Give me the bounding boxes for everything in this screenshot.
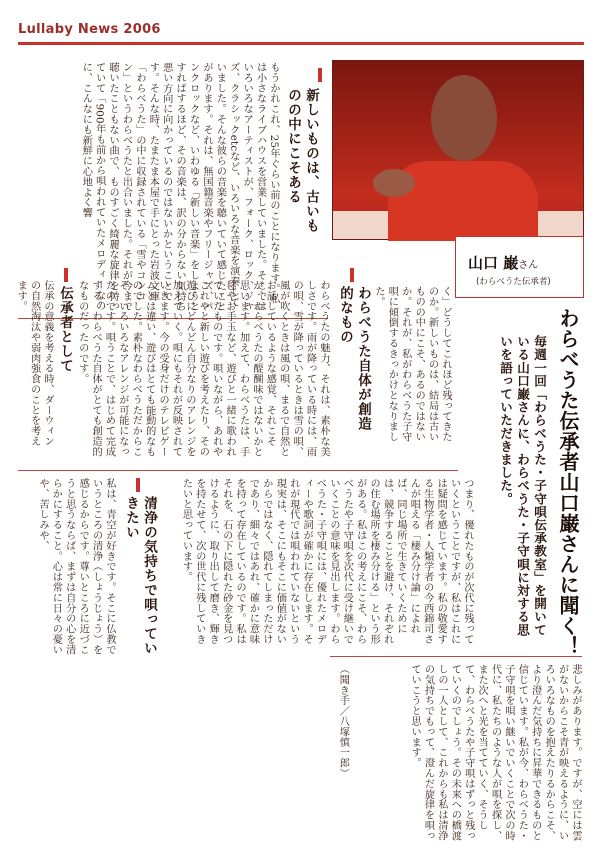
section1-continuation: く」どうしてこれほど残ってきたのか。新しいものは、結局は古いものの中にこそ、あるのではないか。それが、私がわらべうた子守唄に傾倒するきっかけとなりました。 bbox=[372, 286, 451, 442]
divider-3 bbox=[330, 656, 582, 657]
section2-body: 伝承の意義を考える時、ダーウィンの自然淘汰や弱肉強食のことを考えます。 bbox=[15, 280, 53, 447]
section1-body: もうかれこれ、25年ぐらい前のことになります。私は小さなライブハウスを営業していました。そこではいろいろなアーティストが、フォーク、ロック、ジャズ、クラシックetcなど、いろいろな音楽を演奏していました。そんな彼らの音楽を聴いていて感じたことがあります。それは、無国籍音楽やフリージャズ、パンクロックなど、いわゆる「新しい音楽」をしようとすればするほど、その音楽は、訳の分からない気持ち悪い方向に向かっているのではないかということです。そんな時、たまたま本屋で手にとった岩波文庫「わらべうた」の中に収録されている「雪やコンコン」というわらべうたと出合いました。それが今まで聴いたこともない曲で、ものすごく綺麗な旋律を持っていて「900年も前から唄われていたメロディーなのに、こんなにも新鮮に心地よく響 bbox=[80, 62, 279, 312]
section3-body: わらべうたの魅力、それは、素朴な美しさです。雨が降っている時には、雨の唄、雪が降っているときは雪の唄、風が吹くときは風の唄、まるで自然とお話しているような感覚、それこそが、わらべうたの醍醐味ではないかと思います。加えて、わらべうたは、手毬やお手玉など、遊びと一緒に歌われていたものです。唄いながら、あれやこれやと新しい遊びを考えたり、その遊びにどんどん自分なりのアレンジを加えていく。唄にもそれが反映されていきます。今の受身だけのテレビゲームとは違い、遊びはとても能動的なものでした。素朴なわらべうただからこそ、いろいろなアレンジが可能になったのです。唄うことで、はじめて完成する。わらべうた自体がとても創造的なものだったのです。 bbox=[76, 280, 329, 457]
interviewee-name: 山口 巌さん bbox=[468, 254, 539, 272]
interviewer-credit: （聞き手／八塚慎一郎） bbox=[337, 664, 349, 779]
section1-marker bbox=[318, 68, 322, 82]
section2-heading: 伝承者として bbox=[57, 286, 73, 373]
section4-body: 私は、青空が好きです。そこに仏教でいうところの清浄（しょうじょう）を感じるからです。尊いところに近づこうと思うならば、まずは自分の心を清らかにすること。心は常に日々の憂いや、苦しみや、 bbox=[36, 478, 115, 655]
section3-marker bbox=[350, 268, 354, 282]
masthead-rule bbox=[18, 42, 584, 45]
section4-heading: 清浄の気持ちで唄っていきたい bbox=[123, 496, 157, 656]
section2-continuation: つまり、優れたものが次代に残っていくということですが、私はこれには疑問を感じています。私の敬愛する生物学者・人類学者の今西錦司さんが唱える「棲み分け論」によれば、同じ場所で生きていくためには、競争することを避け、それぞれの住む場所を棲み分ける」という形がある。私はこの考えにこそ、わらべうたや子守唄を次代に受け継いでいくことの意味を見出します。わらべうた・子守唄には、優れたメロディーや歌詞が確かに存在します。それが現代では唄われていないという現実は、そこにもそこに価値がないからではなく、隠れてしまっただけであり、細々ではあれ、確かに意味を持って存在しているのです。私はそれを、石の下に隠れた砂金を見つけるように、取り出して磨き、輝きを持たせて、次の世代に残していきたいと思っています。 bbox=[180, 478, 473, 645]
divider-2 bbox=[18, 470, 458, 471]
article-title: わらべうた伝承者山口巌さんに聞く！ bbox=[556, 308, 580, 657]
masthead: Lullaby News 2006 bbox=[18, 22, 161, 37]
section1-heading: 新しいものは、古いものの中にこそある bbox=[285, 88, 319, 233]
section2-marker bbox=[64, 268, 68, 282]
section4-continuation: 悲しみがあります。ですが、空には雲がないからこそ青が映えるように、いろいろなものを抱えたりるからこそ、より澄んだ気持ちに昇華できるものと信じています。私が今、わらべうた・子守唄を唄い継いでいくことで次の時代に、私たちのような人が唄を探し、また次へと光を当てていく、そうして、わらべうたや子守唄はずっと残っていくのでしょう。その未来への橋渡しの一人として、これからも私は清浄の気持ちでもって、澄んだ旋律を唄っていこうと思います。 bbox=[409, 664, 581, 841]
section4-marker bbox=[136, 478, 140, 492]
interviewee-role: (わらべうた伝承者) bbox=[476, 277, 551, 287]
article-lead: 毎週一回「わらべうた・子守唄伝承教室」を開いている山口巌さんに、わらべうた・子守唄に対する思いを語っていただきました。 bbox=[498, 335, 547, 637]
section3-heading: わらべうた自体が創造的なもの bbox=[337, 286, 371, 431]
interviewee-photo bbox=[332, 60, 584, 240]
